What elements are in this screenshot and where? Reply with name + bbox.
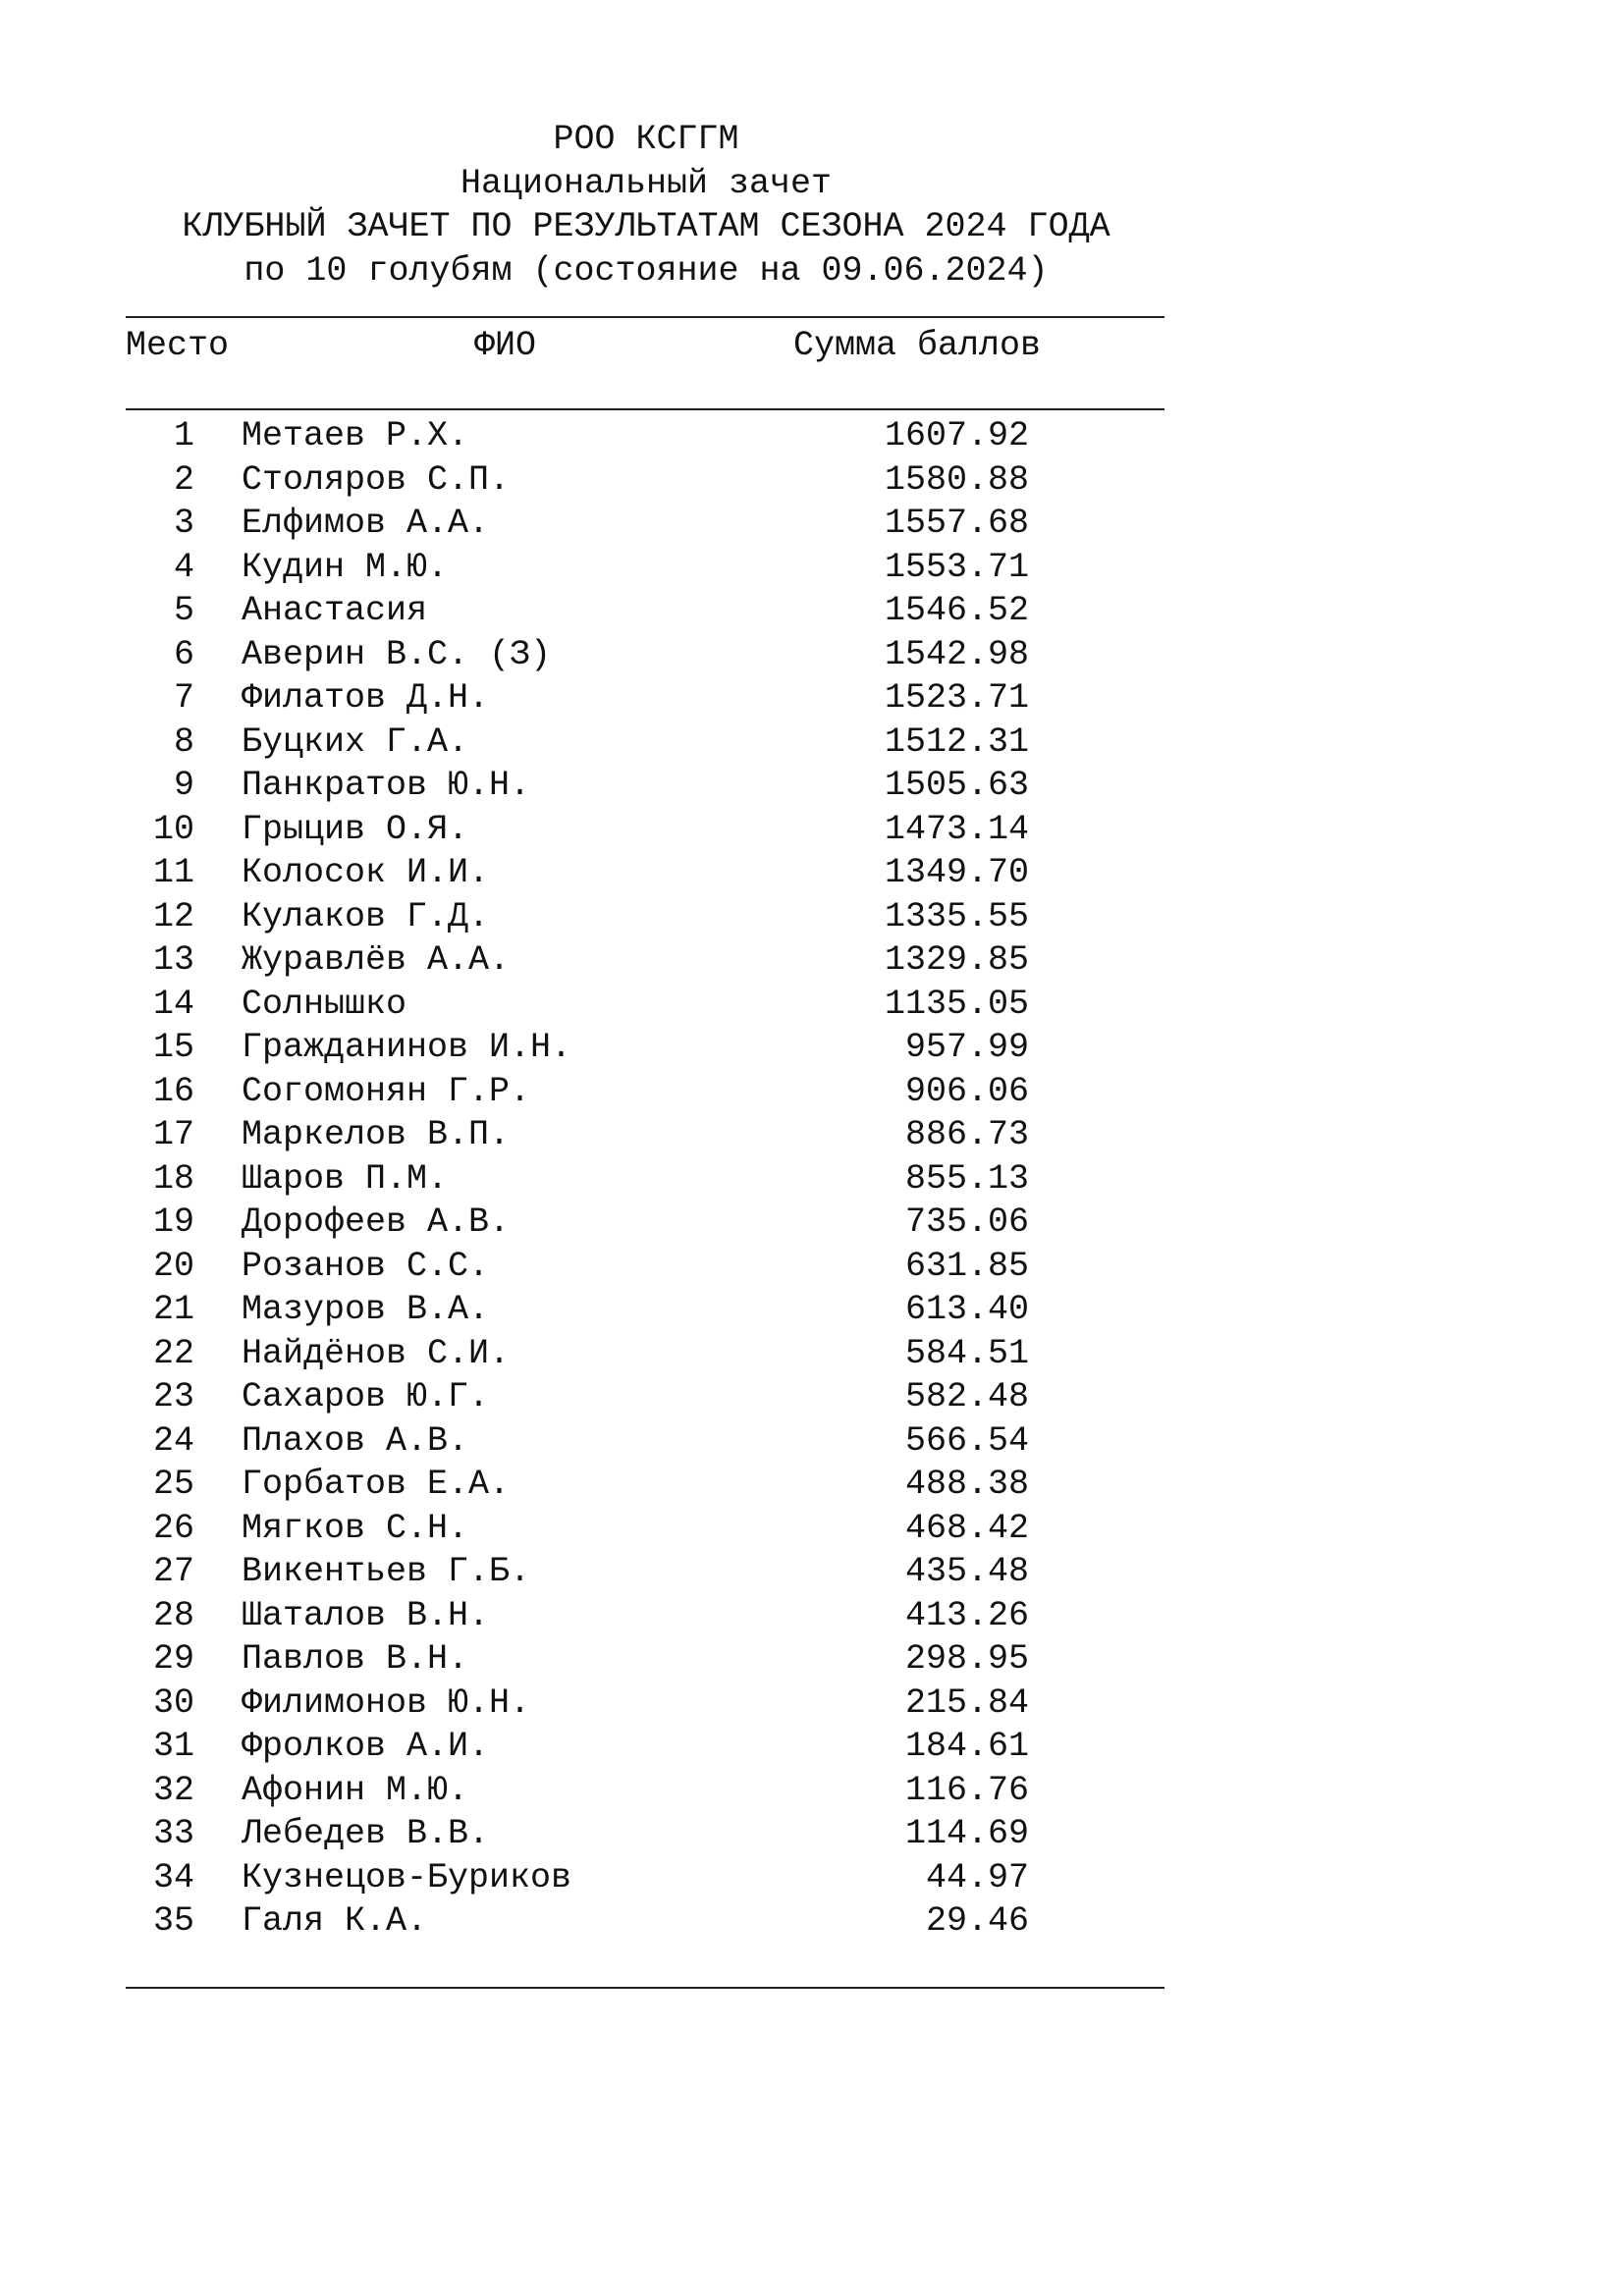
row-place: 12 (152, 896, 194, 936)
row-name: Метаев Р.Х. (242, 416, 469, 455)
table-row (126, 1463, 1166, 1507)
row-place: 24 (152, 1420, 194, 1461)
row-place: 25 (152, 1465, 194, 1504)
row-score: 613.40 (904, 1290, 1029, 1329)
row-place: 10 (152, 809, 194, 849)
row-name: Маркелов В.П. (242, 1115, 511, 1154)
table-row (126, 851, 1166, 895)
row-score: 1329.85 (884, 940, 1029, 980)
row-name: Мазуров В.А. (242, 1290, 490, 1329)
row-score: 468.42 (904, 1508, 1029, 1548)
table-row (126, 676, 1166, 721)
table-row (126, 1856, 1166, 1900)
row-place: 34 (152, 1857, 194, 1897)
table-row (126, 895, 1166, 939)
row-score: 1512.31 (884, 721, 1029, 762)
table-row (126, 546, 1166, 590)
row-score: 116.76 (904, 1770, 1029, 1810)
row-place: 5 (173, 591, 194, 630)
row-score: 184.61 (904, 1727, 1029, 1766)
row-score: 1546.52 (884, 591, 1029, 630)
row-score: 488.38 (904, 1465, 1029, 1504)
row-place: 6 (173, 634, 194, 674)
row-score: 1135.05 (884, 984, 1029, 1024)
row-name: Розанов С.С. (242, 1246, 490, 1286)
row-name: Павлов В.Н. (242, 1639, 469, 1679)
bottom-rule (126, 1987, 1164, 1989)
row-place: 16 (152, 1071, 194, 1111)
row-score: 584.51 (904, 1333, 1029, 1373)
row-name: Шаталов В.Н. (242, 1595, 490, 1635)
row-name: Анастасия (242, 591, 428, 630)
row-name: Дорофеев А.В. (242, 1202, 511, 1242)
row-score: 1557.68 (884, 504, 1029, 543)
table-row (126, 1682, 1166, 1726)
table-row (126, 633, 1166, 677)
header-rule (126, 408, 1164, 410)
row-place: 30 (152, 1682, 194, 1723)
top-rule (126, 316, 1164, 318)
row-name: Шаров П.М. (242, 1158, 449, 1199)
table-row (126, 938, 1166, 983)
row-score: 1542.98 (884, 634, 1029, 674)
table-row (126, 1332, 1166, 1376)
table-row (126, 1113, 1166, 1157)
table-row (126, 502, 1166, 546)
table-row (126, 414, 1166, 458)
row-score: 29.46 (925, 1901, 1029, 1941)
table-row (126, 983, 1166, 1027)
row-name: Филимонов Ю.Н. (242, 1682, 531, 1723)
row-name: Елфимов А.А. (242, 504, 490, 543)
table-row (126, 1812, 1166, 1856)
row-place: 18 (152, 1158, 194, 1199)
row-place: 27 (152, 1552, 194, 1591)
table-row (126, 1419, 1166, 1464)
row-name: Найдёнов С.И. (242, 1333, 511, 1373)
row-place: 3 (173, 504, 194, 543)
row-score: 44.97 (925, 1857, 1029, 1897)
row-score: 1523.71 (884, 678, 1029, 718)
row-place: 19 (152, 1202, 194, 1242)
row-place: 31 (152, 1727, 194, 1766)
column-header-name: ФИО (474, 326, 537, 365)
table-row (126, 458, 1166, 503)
row-score: 1335.55 (884, 896, 1029, 936)
row-score: 1580.88 (884, 459, 1029, 500)
row-name: Филатов Д.Н. (242, 678, 490, 718)
row-score: 435.48 (904, 1552, 1029, 1591)
row-place: 23 (152, 1377, 194, 1416)
row-score: 631.85 (904, 1246, 1029, 1286)
row-place: 11 (152, 853, 194, 892)
table-row (126, 1026, 1166, 1070)
row-name: Аверин В.С. (З) (242, 634, 552, 674)
row-place: 26 (152, 1508, 194, 1548)
table-row (126, 764, 1166, 808)
row-score: 1607.92 (884, 416, 1029, 455)
table-row (126, 1507, 1166, 1551)
row-score: 114.69 (904, 1814, 1029, 1853)
column-header-score: Сумма баллов (793, 326, 1042, 365)
row-name: Журавлёв А.А. (242, 940, 511, 980)
table-row (126, 808, 1166, 852)
row-name: Плахов А.В. (242, 1420, 469, 1461)
document (126, 118, 1166, 1989)
row-place: 22 (152, 1333, 194, 1373)
table-row (126, 589, 1166, 633)
row-place: 32 (152, 1770, 194, 1810)
row-place: 14 (152, 984, 194, 1024)
table-row (126, 1070, 1166, 1114)
row-score: 1349.70 (884, 853, 1029, 892)
row-place: 33 (152, 1814, 194, 1853)
table-row (126, 1157, 1166, 1201)
table-row (126, 1725, 1166, 1769)
row-place: 4 (173, 547, 194, 587)
row-score: 957.99 (904, 1028, 1029, 1067)
row-place: 1 (173, 416, 194, 455)
row-name: Лебедев В.В. (242, 1814, 490, 1853)
row-score: 215.84 (904, 1682, 1029, 1723)
row-score: 413.26 (904, 1595, 1029, 1635)
row-place: 7 (173, 678, 194, 718)
row-score: 1505.63 (884, 766, 1029, 805)
row-name: Галя К.А. (242, 1901, 428, 1941)
row-score: 735.06 (904, 1202, 1029, 1242)
row-name: Согомонян Г.Р. (242, 1071, 531, 1111)
row-name: Кудин М.Ю. (242, 547, 449, 587)
table-row (126, 1245, 1166, 1289)
row-name: Столяров С.П. (242, 459, 511, 500)
row-score: 855.13 (904, 1158, 1029, 1199)
row-place: 29 (152, 1639, 194, 1679)
row-name: Кузнецов-Буриков (242, 1857, 572, 1897)
row-score: 886.73 (904, 1115, 1029, 1154)
table-row (126, 1288, 1166, 1332)
row-name: Викентьев Г.Б. (242, 1552, 531, 1591)
row-score: 906.06 (904, 1071, 1029, 1111)
row-place: 28 (152, 1595, 194, 1635)
results-table (126, 414, 1166, 1944)
row-place: 9 (173, 766, 194, 805)
row-place: 35 (152, 1901, 194, 1941)
row-place: 8 (173, 721, 194, 762)
row-name: Буцких Г.А. (242, 721, 469, 762)
row-place: 17 (152, 1115, 194, 1154)
row-name: Горбатов Е.А. (242, 1465, 511, 1504)
row-score: 582.48 (904, 1377, 1029, 1416)
column-headers (126, 324, 1166, 367)
row-name: Фролков А.И. (242, 1727, 490, 1766)
table-row (126, 1550, 1166, 1594)
row-place: 15 (152, 1028, 194, 1067)
competition-name: Национальный зачет (460, 163, 833, 203)
document-title: КЛУБНЫЙ ЗАЧЕТ ПО РЕЗУЛЬТАТАМ СЕЗОНА 2024 ГОДА (182, 207, 1110, 246)
document-subtitle: по 10 голубям (состояние на 09.06.2024) (244, 250, 1049, 291)
row-place: 21 (152, 1290, 194, 1329)
row-score: 1553.71 (884, 547, 1029, 587)
row-place: 2 (173, 459, 194, 500)
row-name: Кулаков Г.Д. (242, 896, 490, 936)
row-name: Колосок И.И. (242, 853, 490, 892)
row-score: 1473.14 (884, 809, 1029, 849)
table-row (126, 1375, 1166, 1419)
row-place: 13 (152, 940, 194, 980)
table-row (126, 1637, 1166, 1682)
org-name: РОО КСГГМ (553, 120, 739, 159)
row-name: Сахаров Ю.Г. (242, 1377, 490, 1416)
row-score: 298.95 (904, 1639, 1029, 1679)
table-row (126, 1594, 1166, 1638)
row-name: Гражданинов И.Н. (242, 1028, 572, 1067)
table-row (126, 721, 1166, 765)
row-name: Мягков С.Н. (242, 1508, 469, 1548)
row-name: Грыцив О.Я. (242, 809, 469, 849)
table-row (126, 1769, 1166, 1813)
row-place: 20 (152, 1246, 194, 1286)
row-name: Солнышко (242, 984, 407, 1024)
table-row (126, 1201, 1166, 1245)
row-name: Панкратов Ю.Н. (242, 766, 531, 805)
row-name: Афонин М.Ю. (242, 1770, 469, 1810)
table-row (126, 1899, 1166, 1944)
row-score: 566.54 (904, 1420, 1029, 1461)
column-header-place: Место (126, 326, 230, 365)
